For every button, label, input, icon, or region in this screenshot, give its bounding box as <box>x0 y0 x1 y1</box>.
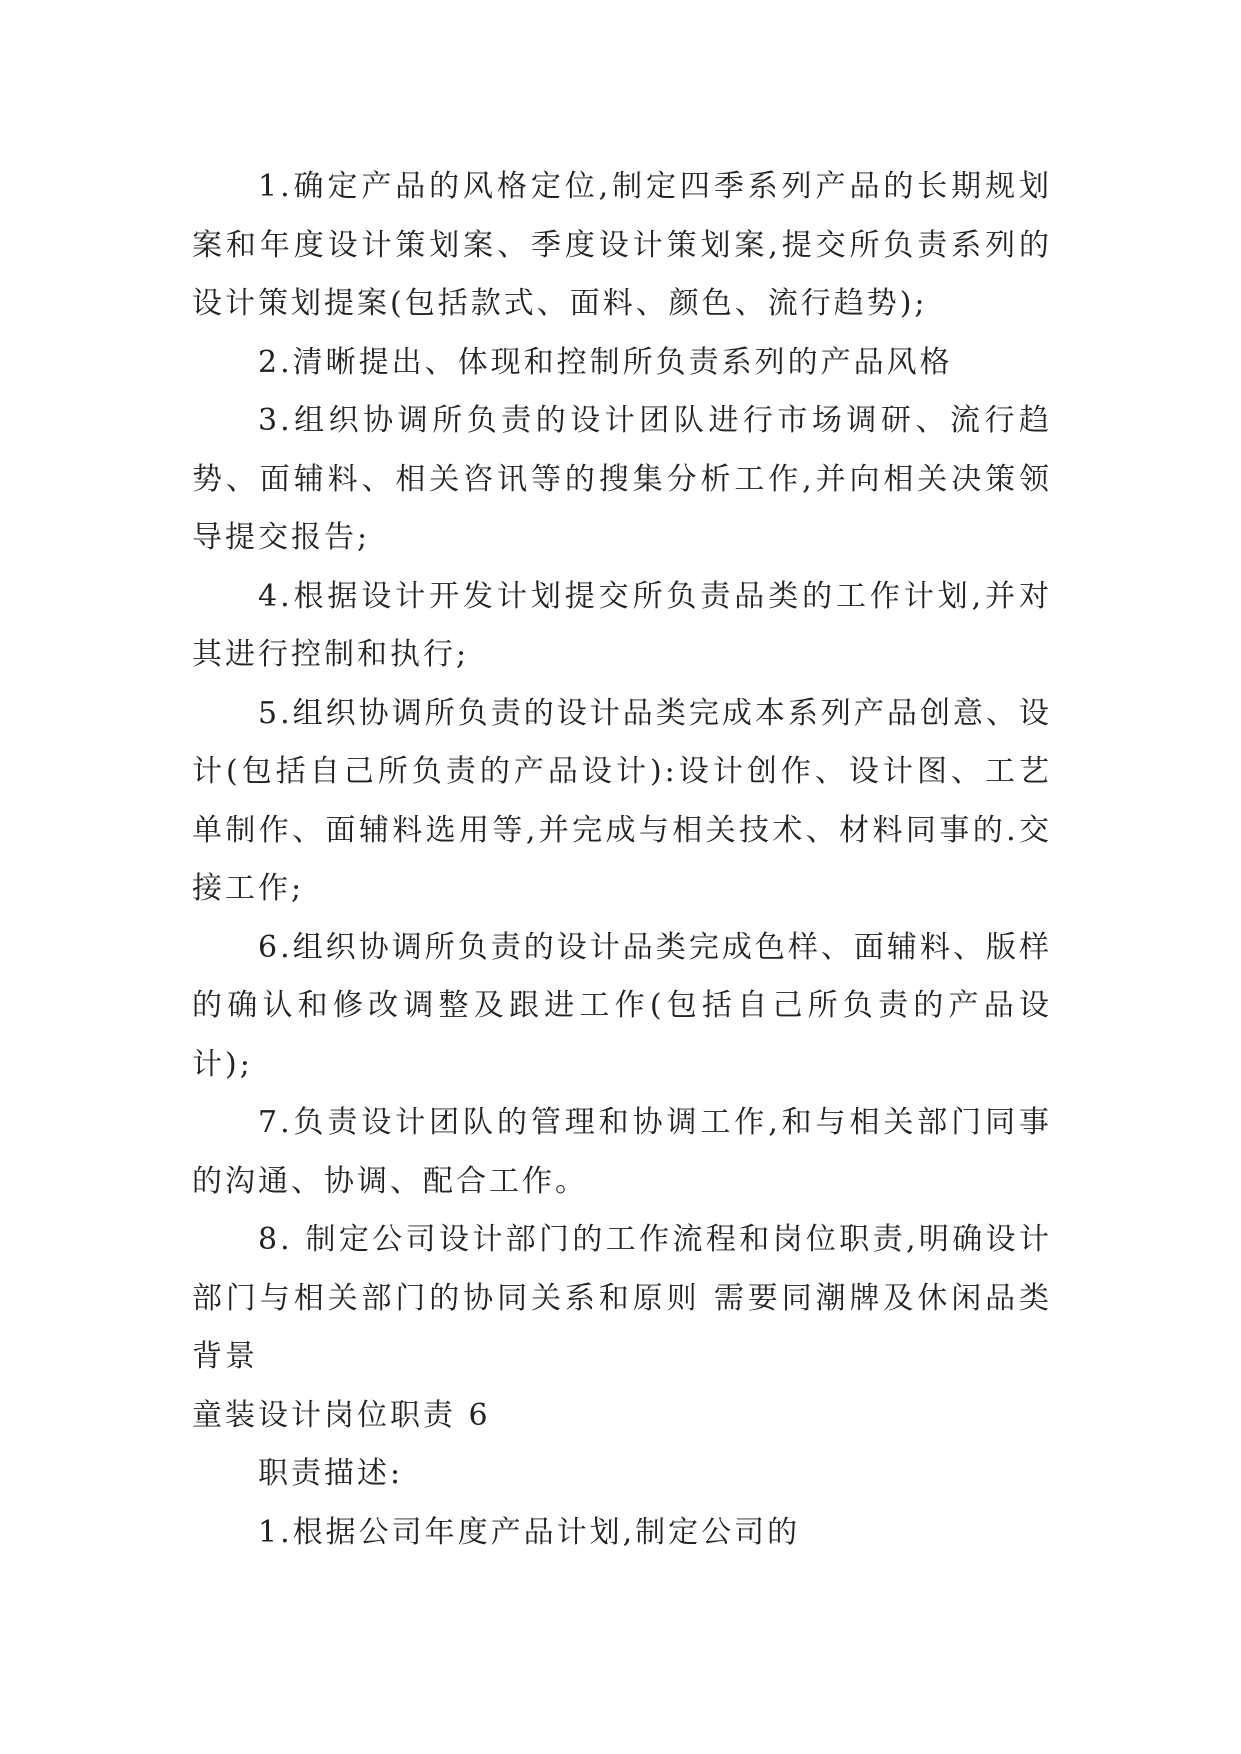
duty-item-3: 3.组织协调所负责的设计团队进行市场调研、流行趋势、面辅料、相关咨讯等的搜集分析工作,并向相关决策领导提交报告; <box>192 403 1052 555</box>
duty-item-8: 8. 制定公司设计部门的工作流程和岗位职责,明确设计部门与相关部门的协同关系和原则 需要同潮牌及休闲品类背景 <box>192 1222 1052 1374</box>
duty-item-2: 2.清晰提出、体现和控制所负责系列的产品风格 <box>258 344 953 380</box>
duty-item-6: 6.组织协调所负责的设计品类完成色样、面辅料、版样的确认和修改调整及跟进工作(包括自己所负责的产品设计); <box>192 929 1052 1082</box>
duty-item-4: 4.根据设计开发计划提交所负责品类的工作计划,并对其进行控制和执行; <box>192 578 1052 672</box>
duty-item-new-1: 1.根据公司年度产品计划,制定公司的 <box>258 1514 801 1550</box>
duty-item-5: 5.组织协调所负责的设计品类完成本系列产品创意、设计(包括自己所负责的产品设计):设计创作、设计图、工艺单制作、面辅料选用等,并完成与相关技术、材料同事的.交接工作; <box>192 695 1052 906</box>
section-heading: 童装设计岗位职责 6 <box>192 1397 491 1433</box>
sub-heading: 职责描述: <box>258 1456 404 1491</box>
duty-item-7: 7.负责设计团队的管理和协调工作,和与相关部门同事的沟通、协调、配合工作。 <box>192 1105 1052 1199</box>
duty-item-1: 1.确定产品的风格定位,制定四季系列产品的长期规划案和年度设计策划案、季度设计策划案,提交所负责系列的设计策划提案(包括款式、面料、颜色、流行趋势); <box>192 169 1052 321</box>
document-body <box>192 158 1052 1562</box>
